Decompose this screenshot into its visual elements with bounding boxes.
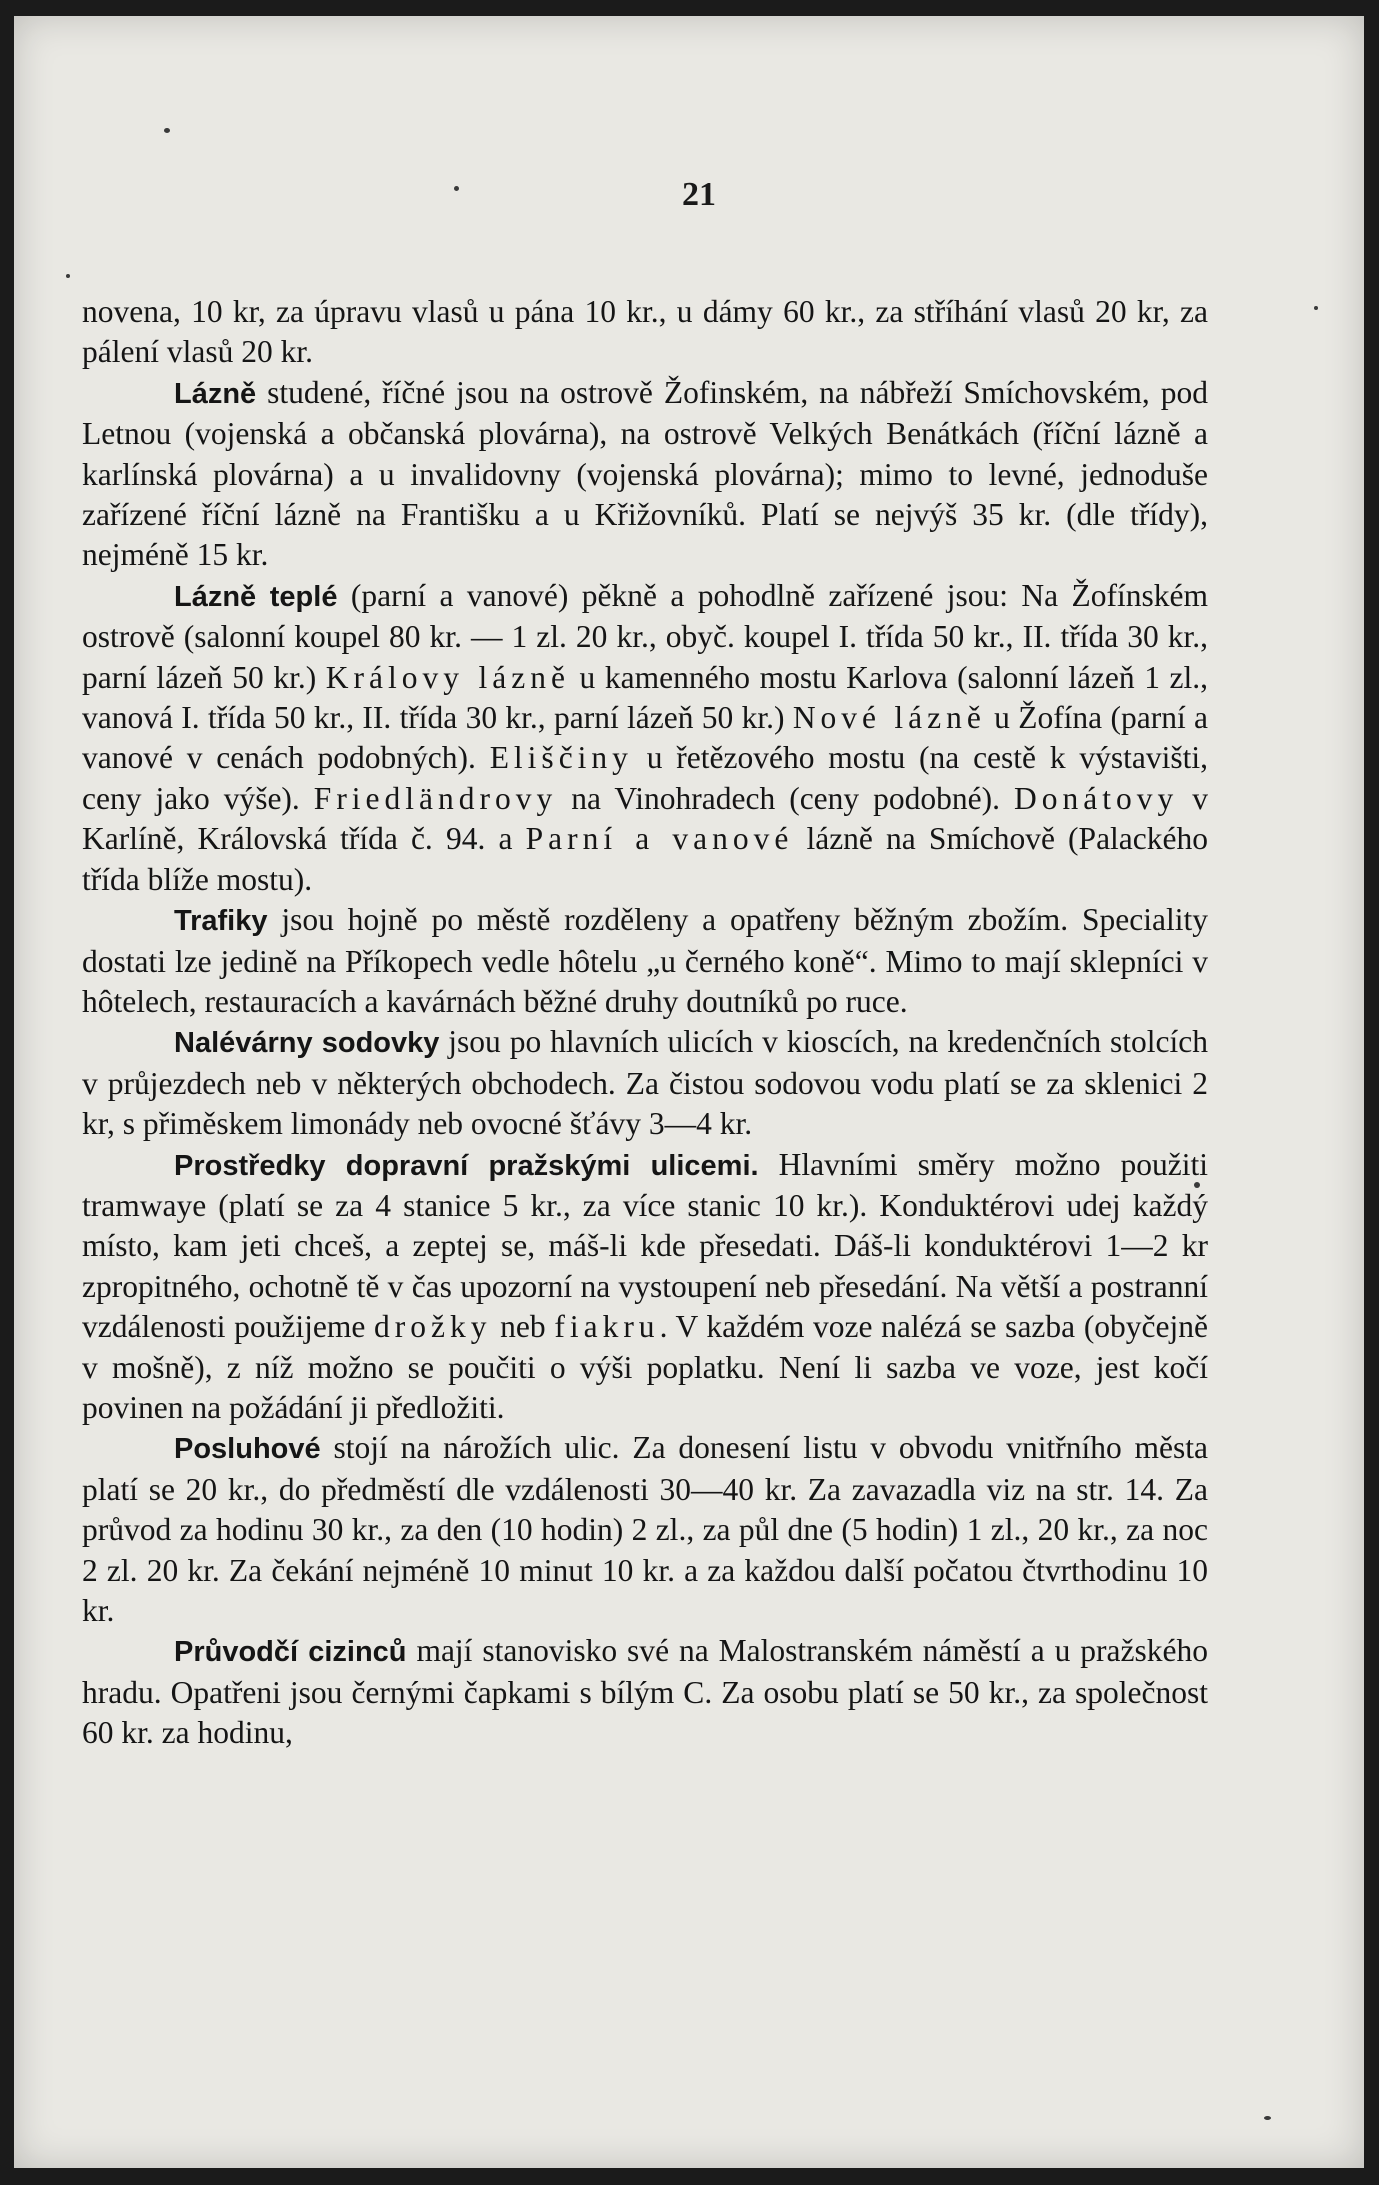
paragraph-text: neb <box>491 1309 555 1345</box>
paragraph-text: jsou po hlavních ulicích v kioscích, na kredenčních stolcích v průjezdech neb v některých obchodech. Za čistou sodovou vodu platí se za sklenici 2 kr, s přiměskem limonády neb ovocné šťávy 3—4 kr. <box>82 1024 1208 1142</box>
paragraph-text: lázně na Smíchově (Palackého třída blíže mostu). <box>82 821 1208 897</box>
book-page <box>14 16 1364 2168</box>
spaced-name: Královy lázně <box>325 659 570 695</box>
paragraph-heading: Trafiky <box>174 905 268 938</box>
paragraph-text: v Karlíně, Královská třída č. 94. a <box>82 780 1208 857</box>
paragraph-heading: Lázně teplé <box>174 580 338 613</box>
paragraph-text: novena, 10 kr, za úpravu vlasů u pána 10 kr., u dámy 60 kr., za stříhání vlasů 20 kr, za pálení vlasů 20 kr. <box>82 294 1208 370</box>
print-speck <box>1264 2116 1271 2120</box>
paragraph-heading: Průvodčí cizinců <box>174 1636 407 1669</box>
paragraph-lazne-teple <box>82 576 1208 900</box>
paragraph-nalevarny <box>82 1022 1208 1144</box>
print-speck <box>1314 306 1318 310</box>
paragraph-text: mají stanovisko své na Malostranském náměstí a u pražského hradu. Opatřeni jsou černými čapkami s bílým C. Za osobu platí se 50 kr., za společnost 60 kr. za hodinu, <box>82 1633 1208 1751</box>
paragraph-lazne-studene <box>82 373 1208 576</box>
paragraph-heading: Prostředky dopravní pražskými ulicemi. <box>174 1149 759 1182</box>
spaced-name: Parní a vanové <box>525 821 794 857</box>
print-speck <box>1194 1182 1200 1188</box>
paragraph-text: studené, říčné jsou na ostrově Žofinském, na nábřeží Smíchovském, pod Letnou (vojenská a občanská plovárna), na ostrově Velkých Benátkách (říční lázně a karlínská plovárna) a u invalidovny (vojenská plovárna); mimo to levné, jednoduše zařízené říční lázně na Františku a u Křižovníků. Platí se nejvýš 35 kr. (dle třídy), nejméně 15 kr. <box>82 374 1208 573</box>
paragraph-text: jsou hojně po městě rozděleny a opatřeny běžným zbožím. Speciality dostati lze jedině na Příkopech vedle hôtelu „u černého koně“. Mimo to mají sklepníci v hôtelech, restauracích a kavárnách běžné druhy doutníků po ruce. <box>82 902 1208 1019</box>
paragraph-text: u kamenného mostu Karlova (salonní lázeň 1 zl., vanová I. třída 50 kr., II. třída 30 kr., parní lázeň 50 kr.) <box>82 659 1209 736</box>
spaced-name: Nové lázně <box>792 700 986 736</box>
paragraph-heading: Lázně <box>174 377 257 410</box>
print-speck <box>66 274 70 278</box>
spaced-name: fiakru <box>554 1309 660 1345</box>
spaced-name: Donátovy <box>1014 780 1179 816</box>
paragraph-text: na Vinohradech (ceny podobné). <box>557 780 1014 816</box>
print-speck <box>454 186 459 191</box>
paragraph-text: (parní a vanové) pěkně a pohodlně zařízené jsou: Na Žofínském ostrově (salonní koupel 80 kr. — 1 zl. 20 kr., obyč. koupel I. třída 50 kr., II. třída 30 kr., parní lázeň 50 kr.) <box>82 577 1208 695</box>
paragraph-doprava <box>82 1145 1208 1429</box>
paragraph-heading: Nalévárny sodovky <box>174 1027 440 1060</box>
spaced-name: Friedländrovy <box>313 780 558 816</box>
print-speck <box>164 128 170 133</box>
paragraph-posluhove <box>82 1428 1208 1631</box>
paragraph-text: u Žofína (parní a vanové v cenách podobných). <box>82 700 1208 776</box>
page-body <box>82 292 1208 1754</box>
spaced-name: drožky <box>374 1309 492 1345</box>
paragraph-pruvodci <box>82 1631 1208 1753</box>
paragraph-text: u řetězového mostu (na cestě k výstavišti, ceny jako výše). <box>82 740 1209 816</box>
paragraph-continuation <box>82 292 1208 373</box>
paragraph-heading: Posluhové <box>174 1433 321 1466</box>
page-number: 21 <box>682 176 716 213</box>
paragraph-text: . V každém voze nalézá se sazba (obyčejně v mošně), z níž možno se poučiti o výši poplatku. Není li sazba ve voze, jest kočí povinen na požádání ji předložiti. <box>82 1309 1209 1425</box>
paragraph-trafiky <box>82 900 1208 1022</box>
paragraph-text: stojí na nárožích ulic. Za donesení listu v obvodu vnitřního města platí se 20 kr., do předměstí dle vzdálenosti 30—40 kr. Za zavazadla viz na str. 14. Za průvod za hodinu 30 kr., za den (10 hodin) 2 zl., za půl dne (5 hodin) 1 zl., 20 kr., za noc 2 zl. 20 kr. Za čekání nejméně 10 minut 10 kr. a za každou další počatou čtvrthodinu 10 kr. <box>82 1430 1208 1628</box>
spaced-name: Eliščiny <box>489 740 633 776</box>
paragraph-text: Hlavními směry možno použiti tramwaye (platí se za 4 stanice 5 kr., za více stanic 10 kr.). Konduktérovi udej každý místo, kam jeti chceš, a zeptej se, máš-li kde přesedati. Dáš-li konduktérovi 1—2 kr zpropitného, ochotně tě v čas upozorní na vystoupení neb přesedání. Na větší a postranní vzdálenosti použijeme <box>82 1146 1209 1345</box>
